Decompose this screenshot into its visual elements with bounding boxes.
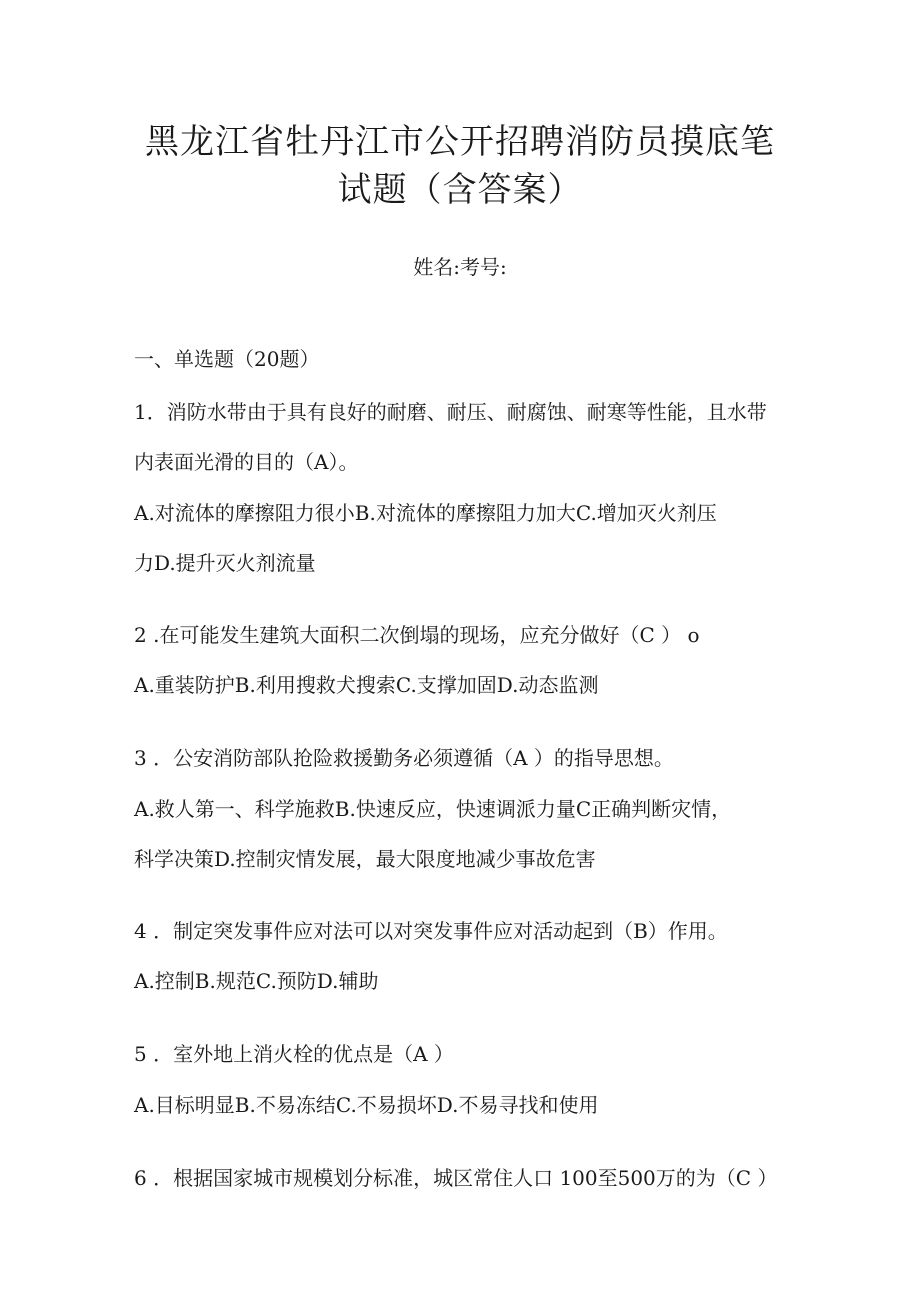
question-3-options-line-2: 科学决策D.控制灾情发展，最大限度地减少事故危害 xyxy=(134,847,596,871)
name-exam-number-field: 姓名:考号: xyxy=(413,255,507,279)
question-1-stem-line-2: 内表面光滑的目的（A）。 xyxy=(134,450,359,474)
question-3-options-line-1: A.救人第一、科学施救B.快速反应，快速调派力量C正确判断灾情， xyxy=(134,797,732,821)
question-1-stem-line-1: 1．消防水带由于具有良好的耐磨、耐压、耐腐蚀、耐寒等性能，且水带 xyxy=(134,400,767,424)
question-4-stem: 4 ．制定突发事件应对法可以对突发事件应对活动起到（B）作用。 xyxy=(134,919,728,943)
document-title-line-1: 黑龙江省牡丹江市公开招聘消防员摸底笔 xyxy=(145,122,775,162)
section-heading: 一、单选题（20题） xyxy=(134,347,320,371)
question-4-options: A.控制B.规范C.预防D.辅助 xyxy=(134,969,379,993)
question-5-options: A.目标明显B.不易冻结C.不易损坏D.不易寻找和使用 xyxy=(134,1093,599,1117)
question-3-stem: 3 ．公安消防部队抢险救援勤务必须遵循（A ）的指导思想。 xyxy=(134,746,674,770)
question-1-options-line-1: A.对流体的摩擦阻力很小B.对流体的摩擦阻力加大C.增加灭火剂压 xyxy=(134,501,717,525)
question-6-stem: 6 ．根据国家城市规模划分标准，城区常住人口 100至500万的为（C ） xyxy=(134,1166,778,1190)
question-2-stem: 2 .在可能发生建筑大面积二次倒塌的现场，应充分做好（C ） o xyxy=(134,623,700,647)
document-title-line-2: 试题（含答案） xyxy=(337,170,583,210)
question-2-options: A.重装防护B.利用搜救犬搜索C.支撑加固D.动态监测 xyxy=(134,673,599,697)
question-5-stem: 5 ．室外地上消火栓的优点是（A ） xyxy=(134,1042,454,1066)
question-1-options-line-2: 力D.提升灭火剂流量 xyxy=(134,551,316,575)
